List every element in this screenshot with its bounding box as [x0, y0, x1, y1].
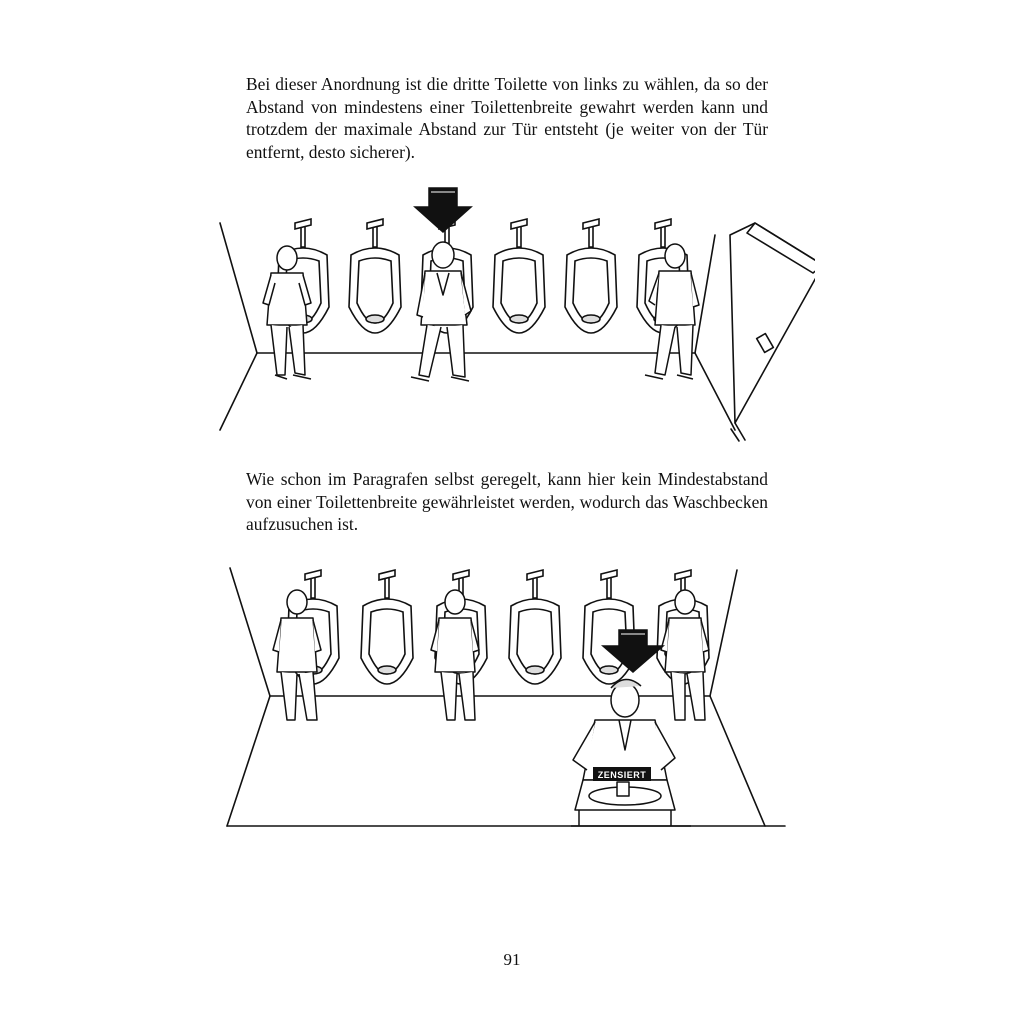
left-wall-line: [230, 568, 270, 696]
censor-bar: [593, 767, 651, 781]
urinal-icon: [565, 219, 617, 333]
sink-icon: [571, 780, 691, 826]
urinal-scene-2: [215, 560, 815, 830]
urinal-scene-1: [215, 185, 815, 445]
right-floor-line: [695, 353, 735, 430]
person-at-sink: [573, 679, 675, 780]
right-wall-line: [695, 235, 715, 353]
urinal-icon: [509, 570, 561, 684]
urinal-icon: [361, 570, 413, 684]
left-floor-line: [220, 353, 257, 430]
door-icon: [730, 223, 815, 441]
arrow-down-icon: [415, 188, 471, 232]
illustration-urinals-with-door: [215, 185, 815, 445]
urinal-icon: [493, 219, 545, 333]
paragraph-first: Bei dieser Anordnung ist die dritte Toilette von links zu wählen, da so der Abstand von mindestens einer Toilettenbreite gewahrt werden kann und trotzdem der maximale Abstand zur Tür entsteht (je weiter von der Tür entfernt, desto sicherer).: [246, 74, 768, 162]
left-wall-line: [220, 223, 257, 353]
right-wall-line: [710, 570, 737, 696]
paragraph-second: Wie schon im Paragrafen selbst geregelt, kann hier kein Mindestabstand von einer Toilettenbreite gewährleistet werden, wodurch das Waschbecken aufzusuchen ist.: [246, 469, 768, 534]
illustration-urinals-with-sink: [215, 560, 815, 830]
right-floor-line: [710, 696, 765, 826]
page-number: 91: [503, 950, 521, 969]
urinal-icon: [349, 219, 401, 333]
censor-label: ZENSIERT: [597, 770, 647, 780]
left-floor-line: [227, 696, 270, 826]
